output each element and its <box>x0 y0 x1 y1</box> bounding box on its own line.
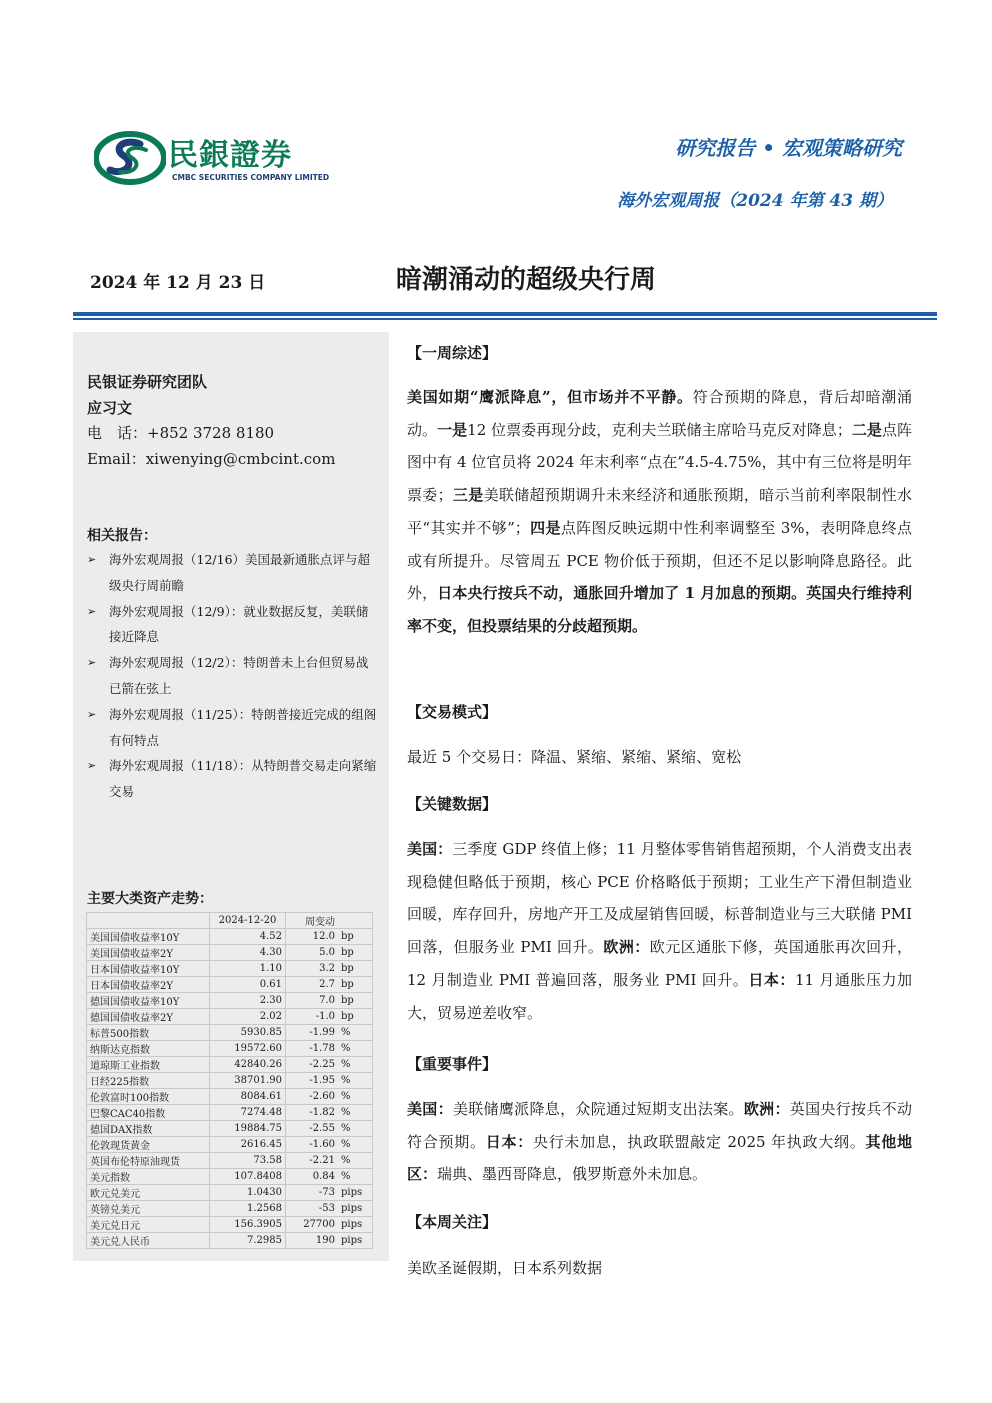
asset-change-cell: -1.95 <box>286 1073 339 1089</box>
asset-unit-cell: bp <box>338 929 373 945</box>
report-category: 研究报告 • 宏观策略研究 <box>675 136 902 160</box>
summary-point-3: 美联储超预期调升未来经济和通胀预期，暗示当前利率限制性水平“其实并不够”； <box>407 486 912 537</box>
table-row <box>87 1153 373 1169</box>
related-report-label: 海外宏观周报（11/18）：从特朗普交易走向紧缩交易 <box>109 758 377 800</box>
asset-value-cell: 4.30 <box>210 945 286 961</box>
asset-change-cell: -1.78 <box>286 1041 339 1057</box>
table-row <box>87 1009 373 1025</box>
summary-point-4: 点阵图反映远期中性利率调整至 3%，表明降息终点或有所提升。尽管周五 PCE 物价低于预期，但还不足以影响降息路径。此外， <box>407 518 912 603</box>
summary-point-2: 点阵图中有 4 位官员将 2024 年末利率“点在”4.5-4.75%，其中有三位将是明年票委； <box>407 420 912 505</box>
table-row <box>87 1041 373 1057</box>
related-report-label: 海外宏观周报（12/9）：就业数据反复，美联储接近降息 <box>109 603 369 645</box>
asset-change-cell: 27700 <box>286 1217 339 1233</box>
table-row <box>87 961 373 977</box>
report-date: 2024 年 12 月 23 日 <box>90 273 266 293</box>
region-label-japan: 日本： <box>748 970 795 989</box>
asset-unit-cell: % <box>338 1089 373 1105</box>
table-row <box>87 1105 373 1121</box>
asset-unit-cell: bp <box>338 993 373 1009</box>
section-heading-focus: 【本周关注】 <box>407 1213 498 1231</box>
asset-unit-cell: % <box>338 1041 373 1057</box>
table-row <box>87 1185 373 1201</box>
summary-point-3-label: 三是 <box>452 486 484 505</box>
asset-name-cell: 美元指数 <box>87 1169 210 1185</box>
asset-value-cell: 19884.75 <box>210 1121 286 1137</box>
analyst-phone: 电 话：+852 3728 8180 <box>87 424 275 442</box>
asset-name-cell: 欧元兑美元 <box>87 1185 210 1201</box>
asset-value-cell: 73.58 <box>210 1153 286 1169</box>
asset-value-cell: 0.61 <box>210 977 286 993</box>
table-row <box>87 929 373 945</box>
asset-value-cell: 107.8408 <box>210 1169 286 1185</box>
arrow-bullet-icon: ➢ <box>87 707 97 721</box>
related-report-item[interactable] <box>87 547 377 599</box>
asset-unit-cell: % <box>338 1057 373 1073</box>
asset-value-cell: 2.30 <box>210 993 286 1009</box>
asset-change-cell: -1.60 <box>286 1137 339 1153</box>
asset-change-cell: -1.99 <box>286 1025 339 1041</box>
team-name: 民银证券研究团队 <box>87 373 208 391</box>
summary-lead: 美国如期“鹰派降息”，但市场并不平静。 <box>407 388 693 406</box>
table-header-unit <box>338 913 373 929</box>
asset-unit-cell: bp <box>338 977 373 993</box>
arrow-bullet-icon: ➢ <box>87 604 97 618</box>
page-title: 暗潮涌动的超级央行周 <box>396 265 657 295</box>
asset-unit-cell: % <box>338 1153 373 1169</box>
report-series: 海外宏观周报（2024 年第 43 期） <box>617 191 893 211</box>
table-row <box>87 1025 373 1041</box>
asset-name-cell: 美国国债收益率2Y <box>87 945 210 961</box>
asset-name-cell: 德国国债收益率2Y <box>87 1009 210 1025</box>
assets-table <box>86 912 373 1249</box>
asset-change-cell: -53 <box>286 1201 339 1217</box>
section-heading-data: 【关键数据】 <box>407 795 498 813</box>
table-row <box>87 977 373 993</box>
logo-emblem-icon <box>94 128 166 188</box>
asset-name-cell: 纳斯达克指数 <box>87 1041 210 1057</box>
asset-name-cell: 美国国债收益率10Y <box>87 929 210 945</box>
asset-change-cell: -73 <box>286 1185 339 1201</box>
asset-value-cell: 156.3905 <box>210 1217 286 1233</box>
asset-value-cell: 1.2568 <box>210 1201 286 1217</box>
asset-change-cell: 0.84 <box>286 1169 339 1185</box>
header-divider-thin <box>73 318 937 320</box>
asset-name-cell: 道琼斯工业指数 <box>87 1057 210 1073</box>
section-heading-events: 【重要事件】 <box>407 1055 498 1073</box>
asset-name-cell: 美元兑日元 <box>87 1217 210 1233</box>
asset-unit-cell: bp <box>338 1009 373 1025</box>
asset-change-cell: 5.0 <box>286 945 339 961</box>
trading-mode-text: 最近 5 个交易日：降温、紧缩、紧缩、紧缩、宽松 <box>407 748 742 766</box>
data-text-us: 三季度 GDP 终值上修；11 月整体零售销售超预期，个人消费支出表现稳健但略低于预期，核心 PCE 价格略低于预期；工业生产下滑但制造业回暖，库存回升，房地产开工及成屋销售回暖，标普制造业与三大联储 PMI 回落，但服务业 PMI 回升。 <box>407 840 912 957</box>
event-text-other: 瑞典、墨西哥降息，俄罗斯意外未加息。 <box>437 1165 708 1184</box>
table-row <box>87 1201 373 1217</box>
logo-text-cn: 民銀證券 <box>168 138 292 173</box>
table-row <box>87 993 373 1009</box>
summary-boj-boe: 日本央行按兵不动，通胀回升增加了 1 月加息的预期。英国央行维持利率不变，但投票结果的分歧超预期。 <box>407 584 912 635</box>
related-report-item[interactable] <box>87 753 377 805</box>
asset-name-cell: 德国国债收益率10Y <box>87 993 210 1009</box>
asset-change-cell: -1.82 <box>286 1105 339 1121</box>
table-row <box>87 1233 373 1249</box>
assets-heading: 主要大类资产走势： <box>87 891 213 907</box>
asset-value-cell: 7.2985 <box>210 1233 286 1249</box>
asset-name-cell: 英镑兑美元 <box>87 1201 210 1217</box>
related-report-item[interactable] <box>87 650 377 702</box>
key-data-paragraph <box>407 833 912 1029</box>
asset-name-cell: 日本国债收益率2Y <box>87 977 210 993</box>
asset-name-cell: 日经225指数 <box>87 1073 210 1089</box>
section-heading-summary: 【一周综述】 <box>407 344 498 362</box>
asset-name-cell: 标普500指数 <box>87 1025 210 1041</box>
related-report-item[interactable] <box>87 599 377 651</box>
asset-change-cell: -2.60 <box>286 1089 339 1105</box>
focus-text: 美欧圣诞假期，日本系列数据 <box>407 1259 603 1277</box>
asset-unit-cell: % <box>338 1169 373 1185</box>
asset-value-cell: 5930.85 <box>210 1025 286 1041</box>
asset-unit-cell: pips <box>338 1233 373 1249</box>
asset-value-cell: 7274.48 <box>210 1105 286 1121</box>
table-row <box>87 1169 373 1185</box>
asset-name-cell: 巴黎CAC40指数 <box>87 1105 210 1121</box>
analyst-email[interactable]: Email：xiwenying@cmbcint.com <box>87 450 336 468</box>
table-header-name <box>87 913 210 929</box>
asset-name-cell: 伦敦富时100指数 <box>87 1089 210 1105</box>
asset-change-cell: -1.0 <box>286 1009 339 1025</box>
summary-text: 符合预期的降息，背后却暗潮涌动。 <box>407 388 912 439</box>
event-label-other: 其他地区： <box>407 1132 912 1184</box>
asset-value-cell: 2.02 <box>210 1009 286 1025</box>
table-row <box>87 1089 373 1105</box>
asset-name-cell: 美元兑人民币 <box>87 1233 210 1249</box>
related-report-item[interactable] <box>87 702 377 754</box>
related-report-label: 海外宏观周报（11/25）：特朗普接近完成的组阁有何特点 <box>109 706 377 748</box>
summary-point-1-label: 一是 <box>437 420 468 439</box>
asset-unit-cell: pips <box>338 1185 373 1201</box>
related-report-label: 海外宏观周报（12/16）美国最新通胀点评与超级央行周前瞻 <box>109 552 371 593</box>
event-text-japan: 央行未加息，执政联盟敲定 2025 年执政大纲。 <box>532 1132 866 1151</box>
arrow-bullet-icon: ➢ <box>87 759 97 773</box>
asset-value-cell: 4.52 <box>210 929 286 945</box>
summary-point-4-label: 四是 <box>529 518 561 537</box>
asset-change-cell: 12.0 <box>286 929 339 945</box>
region-label-us: 美国： <box>407 840 453 858</box>
asset-name-cell: 英国布伦特原油现货 <box>87 1153 210 1169</box>
table-row <box>87 1137 373 1153</box>
asset-unit-cell: bp <box>338 945 373 961</box>
asset-unit-cell: % <box>338 1025 373 1041</box>
data-text-japan: 11 月通胀压力加大，贸易逆差收窄。 <box>407 970 913 1022</box>
related-report-label: 海外宏观周报（12/2）：特朗普未上台但贸易战已箭在弦上 <box>109 655 369 696</box>
asset-change-cell: -2.21 <box>286 1153 339 1169</box>
related-reports-heading: 相关报告： <box>87 528 157 544</box>
asset-value-cell: 2616.45 <box>210 1137 286 1153</box>
table-row <box>87 1121 373 1137</box>
asset-change-cell: 190 <box>286 1233 339 1249</box>
data-text-europe: 欧元区通胀下修，英国通胀再次回升，12 月制造业 PMI 普遍回落，服务业 PMI 回升。 <box>407 938 912 989</box>
asset-name-cell: 德国DAX指数 <box>87 1121 210 1137</box>
table-header-change: 周变动 <box>286 913 339 929</box>
asset-value-cell: 42840.26 <box>210 1057 286 1073</box>
asset-value-cell: 1.0430 <box>210 1185 286 1201</box>
event-label-europe: 欧洲： <box>743 1100 790 1118</box>
asset-value-cell: 8084.61 <box>210 1089 286 1105</box>
header-divider-thick <box>73 312 937 316</box>
summary-point-2-label: 二是 <box>851 420 882 439</box>
event-text-us: 美联储鹰派降息，众院通过短期支出法案。 <box>452 1100 744 1118</box>
events-paragraph <box>407 1093 912 1191</box>
region-label-europe: 欧洲： <box>603 938 650 957</box>
asset-name-cell: 日本国债收益率10Y <box>87 961 210 977</box>
related-reports-list <box>87 547 377 805</box>
arrow-bullet-icon: ➢ <box>87 553 97 566</box>
asset-unit-cell: % <box>338 1073 373 1089</box>
arrow-bullet-icon: ➢ <box>87 656 97 670</box>
logo-text-en: CMBC SECURITIES COMPANY LIMITED <box>172 173 330 182</box>
asset-unit-cell: % <box>338 1137 373 1153</box>
table-row <box>87 1073 373 1089</box>
asset-value-cell: 38701.90 <box>210 1073 286 1089</box>
asset-unit-cell: pips <box>338 1201 373 1217</box>
asset-name-cell: 伦敦现货黄金 <box>87 1137 210 1153</box>
table-row <box>87 1057 373 1073</box>
section-heading-trading: 【交易模式】 <box>407 703 498 721</box>
event-text-europe: 英国央行按兵不动符合预期。 <box>407 1100 912 1151</box>
table-header-date: 2024-12-20 <box>210 913 286 929</box>
asset-unit-cell: % <box>338 1121 373 1137</box>
table-row <box>87 1217 373 1233</box>
asset-unit-cell: pips <box>338 1217 373 1233</box>
asset-change-cell: -2.55 <box>286 1121 339 1137</box>
asset-change-cell: -2.25 <box>286 1057 339 1073</box>
event-label-us: 美国： <box>407 1100 453 1118</box>
table-row <box>87 945 373 961</box>
asset-value-cell: 1.10 <box>210 961 286 977</box>
event-label-japan: 日本： <box>485 1132 533 1151</box>
summary-paragraph <box>407 381 912 643</box>
asset-change-cell: 2.7 <box>286 977 339 993</box>
asset-value-cell: 19572.60 <box>210 1041 286 1057</box>
asset-unit-cell: bp <box>338 961 373 977</box>
table-header-row <box>87 913 373 929</box>
asset-change-cell: 7.0 <box>286 993 339 1009</box>
analyst-name: 应习文 <box>87 399 133 417</box>
summary-point-1: 12 位票委再现分歧，克利夫兰联储主席哈马克反对降息； <box>467 420 852 439</box>
asset-unit-cell: % <box>338 1105 373 1121</box>
asset-change-cell: 3.2 <box>286 961 339 977</box>
